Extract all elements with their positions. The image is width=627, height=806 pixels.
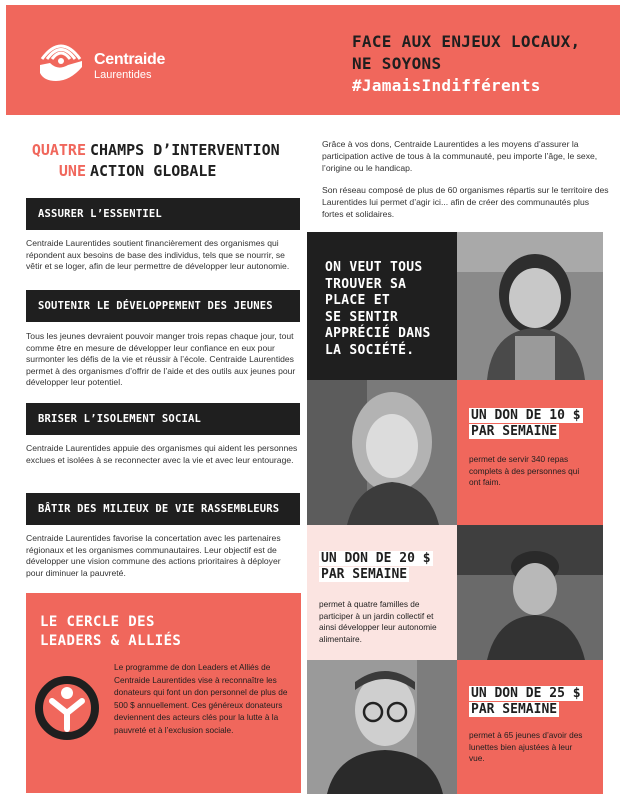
section-heading-isolement: BRISER L’ISOLEMENT SOCIAL bbox=[26, 403, 300, 435]
quote-line-1: ON VEUT TOUS bbox=[325, 260, 423, 275]
don-20-line-2: PAR SEMAINE bbox=[321, 567, 408, 582]
quote-line-4: SE SENTIR bbox=[325, 309, 399, 325]
quote-line-3: PLACE ET bbox=[325, 293, 391, 308]
photo-girl bbox=[457, 232, 603, 380]
don-25-heading bbox=[469, 686, 583, 718]
quote-line-5: APPRÉCIÉ DANS bbox=[325, 326, 431, 341]
centraide-logo[interactable] bbox=[36, 37, 186, 87]
don-10-line-1: UN DON DE 10 $ bbox=[471, 408, 581, 423]
photo-man-beanie bbox=[457, 525, 603, 660]
logo-name: Centraide bbox=[94, 51, 166, 68]
slogan-line-2: NE SOYONS bbox=[352, 54, 442, 73]
slogan bbox=[352, 31, 612, 97]
quote-line-6: LA SOCIÉTÉ. bbox=[325, 342, 415, 358]
leaders-title-line-2: LEADERS & ALLIÉS bbox=[40, 633, 182, 649]
leaders-person-icon bbox=[32, 673, 102, 743]
slogan-hashtag[interactable]: #JamaisIndifférents bbox=[352, 76, 541, 95]
leaders-title-line-1: LE CERCLE DES bbox=[40, 614, 155, 630]
leaders-title bbox=[40, 613, 181, 651]
intro-text bbox=[322, 138, 612, 220]
leaders-block bbox=[26, 593, 301, 793]
don-25-text: permet à 65 jeunes d’avoir des lunettes bien ajustées à leur vue. bbox=[469, 730, 583, 763]
don-20-heading bbox=[319, 551, 433, 583]
title-accent-2: UNE bbox=[58, 162, 86, 180]
header-banner bbox=[6, 5, 620, 115]
don-25-block bbox=[457, 660, 603, 794]
logo-region: Laurentides bbox=[94, 69, 152, 81]
don-20-block bbox=[307, 525, 457, 660]
don-10-heading bbox=[469, 408, 583, 440]
don-10-block bbox=[457, 380, 603, 525]
don-25-line-2: PAR SEMAINE bbox=[471, 702, 558, 717]
don-20-line-1: UN DON DE 20 $ bbox=[321, 551, 431, 566]
title-dark-2: ACTION GLOBALE bbox=[90, 162, 217, 180]
leaders-text: Le programme de don Leaders et Alliés de Centraide Laurentides vise à reconnaître les donateurs qui font un don personnel de plus de 500 $ annuellement. Ces généreux donateurs deviennent des acteurs clés pour la lutte à la pauvreté et à l’exclusion sociale. bbox=[114, 662, 288, 735]
photo-man-glasses bbox=[307, 660, 457, 794]
section-heading-essentiel: ASSURER L’ESSENTIEL bbox=[26, 198, 300, 230]
quote-line-2: TROUVER SA bbox=[325, 276, 407, 292]
don-25-line-1: UN DON DE 25 $ bbox=[471, 686, 581, 701]
quote-block bbox=[307, 232, 457, 380]
title-accent-1: QUATRE bbox=[31, 141, 86, 159]
section-text-milieux: Centraide Laurentides favorise la concertation avec les partenaires régionaux et les organismes communautaires. Leur objectif est de développer une vision commune des actions prioritaires à déployer pour diminuer la pauvreté. bbox=[26, 533, 281, 578]
slogan-line-1: FACE AUX ENJEUX LOCAUX, bbox=[352, 32, 581, 51]
quote-text bbox=[325, 260, 455, 359]
intro-paragraph-1: Grâce à vos dons, Centraide Laurentides a les moyens d’assurer la participation active de tous à la communauté, peu importe l’âge, le sexe, l’origine ou le handicap. bbox=[322, 139, 598, 173]
section-text-essentiel: Centraide Laurentides soutient financièrement des organismes qui répondent aux besoins de base des individus, tels que se nourrir, se vêtir et se loger, afin de leur permettre de développer leur autonomie. bbox=[26, 238, 290, 271]
intro-paragraph-2: Son réseau composé de plus de 60 organismes répartis sur le territoire des Laurentides lui permet d’agir ici... afin de créer des communautés plus fortes et solidaires. bbox=[322, 185, 609, 219]
section-heading-jeunes: SOUTENIR LE DÉVELOPPEMENT DES JEUNES bbox=[26, 290, 300, 322]
section-heading-milieux: BÂTIR DES MILIEUX DE VIE RASSEMBLEURS bbox=[26, 493, 300, 525]
section-text-jeunes: Tous les jeunes devraient pouvoir manger trois repas chaque jour, tout comme être en mesure de développer leur confiance en eux pour surmonter les défis de la vie et réussir à l’école. Centraide Laurentides permet à des organismes d’offrir de l’aide et des outils aux jeunes pour développer leur potentiel. bbox=[26, 331, 296, 387]
title-dark-1: CHAMPS D’INTERVENTION bbox=[90, 141, 280, 159]
centraide-hand-icon bbox=[36, 37, 86, 87]
section-text-isolement: Centraide Laurentides appuie des organismes qui aident les personnes exclues et isolées à se reconnecter avec la vie et avec leur entourage. bbox=[26, 443, 298, 465]
don-10-text: permet de servir 340 repas complets à des personnes qui ont faim. bbox=[469, 454, 580, 487]
don-20-text: permet à quatre familles de participer à un jardin collectif et ainsi développer leur autonomie alimentaire. bbox=[319, 599, 437, 644]
don-10-line-2: PAR SEMAINE bbox=[471, 424, 558, 439]
page-title bbox=[10, 140, 310, 182]
photo-woman bbox=[307, 380, 457, 525]
